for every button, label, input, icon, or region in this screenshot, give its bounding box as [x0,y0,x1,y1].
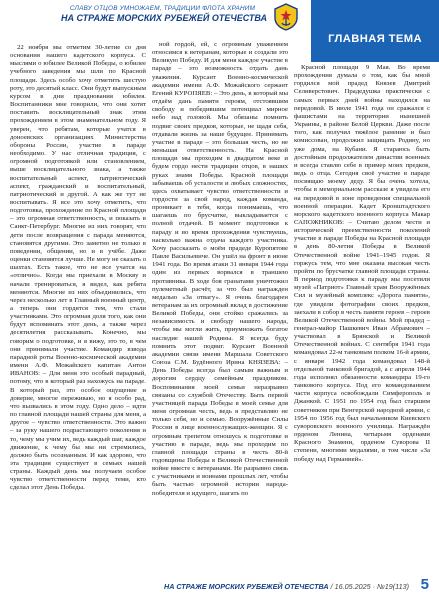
article-column-left [10,44,146,574]
page-number: 5 [420,576,429,593]
footer-date-issue: / 16.05.2025 · №19(113) [330,582,409,591]
page-footer [0,576,439,600]
newspaper-masthead: НА СТРАЖЕ МОРСКИХ РУБЕЖЕЙ ОТЕЧЕСТВА [60,13,268,23]
footer-title [164,582,409,591]
article-text-right: Красной площади 9 Мая. Во время прохождения думала о том, как бы мной гордился мой прадед Князев Дмитрий Селиверстович. Прадедушка практически с самых первых дней войны находился на передовой. В июле 1941 года он сражался с фашистами на территории нынешней Украины, в районе Белой Церкви. Даже после того, как получил тяжёлое ранение и был комиссован, продолжил защищать Родину, но уже дома, на Кубани. Я стараюсь быть достойным продолжателем династии военных и всегда ставлю себе в пример моих предков, ведь о отца. Сегодня своё участие в параде посвящаю моему деду. Я бы очень хотела, чтобы в мемориальном рассказе я увидела его на передовой в зоне проведения специальной военной операции. Кадет Кронштадтского морского кадетского военного корпуса Макар САПОЖНИКОВ: – Считаю делом чести и исторической преемственности поколений участие в параде Победы на Красной площади в день 80-летия Победы в Великой Отечественной войне 1941–1945 годов. Я горжусь тем, что мне оказана высокая честь пройти по брусчатке главной площади страны. В период подготовки к параду мы посетили музей «Патриот» Главный храм Вооружённых Сил и музейный комплекс «Дорога памяти», где увидели фотографии своих предков, заехали в собор в честь памяти героев – героев Великой Отечественной войны. Мой прадед – генерал-майор Пашкевич Иван Абрамович – участвовал в Брянской и Великой Отечественной войнах. С сентября 1941 года командовал 22-м танковым полком 16-й армии, с января 1942 года командовал 148-й отдельной танковой бригадой, а с апреля 1944 года исполнял обязанности командира 19-го танкового корпуса. Под его командованием части корпуса освобождали Симферополь и Джанкой. С 1951 по 1954 год был старшим советником при Венгерской народной армии, с 1954 по 1956 год был начальником Киевского суворовского военного училища. Награждён орденом Ленина, четырьмя орденами Красного Знамени, орденом Суворова II степени, многими медалями, в том числе «За победу над Германией». [294,64,430,463]
footer-paper-name: НА СТРАЖЕ МОРСКИХ РУБЕЖЕЙ ОТЕЧЕСТВА [164,582,329,591]
section-tab [311,0,439,62]
anchor-star-emblem-icon [273,3,299,31]
newspaper-motto: СЛАВУ ОТЦОВ УМНОЖАЕМ, ТРАДИЦИИ ФЛОТА ХРАНИМ [69,5,256,12]
section-title: ГЛАВНАЯ ТЕМА [328,33,422,45]
article-text-middle: ной гордой, ей, с огромным уважением относимся к ветеранам, которые и создали это Великую Победу. И для меня каждое участие в параде – это возможность отдать дань уважения. Курсант Военно-космической академии имени А.Ф. Можайского сержант Егений КУРОПЯЕВ: – Это день, в который мы отдаём дань памяти героям, отстоявшим свободу и победившим потенциал мирное небо над головой. Мы обязаны помнить подвиг своих предков, которые, не щадя себя, отдавали жизнь за наше будущее. Принимать участие в параде – это большая честь, но не меньшая ответственность. На Красной площади мы проходим в двадцатом веке и будем гордо нести традиции отцов, в наших руках знамя Победы. Красной площади забываешь об усталости и любых сложностях, здесь охватывает чувство ответственности и гордости за свой народ, каждая команда, проникает в тебя, когда понимаешь, что шагаешь по брусчатке, выкладывается с полной отдачей. В момент подготовки к параду и во время прохождения чувствуешь, насколько важна отдача каждого участника. Хочу рассказать о моём прадеде Куропятове Павле Васильевиче. Он ушёл на фронт в июне 1941 года. Во время атаки 31 января 1944 года один из первых ворвался в траншею противника. В ходе боя гранатами уничтожил пулеметный расчёт, за что был награжден медалью «За отвагу». Я очень благодарен ветеранам за их огромный вклад в достижение Великой Победы, они стойко сражались за независимость и свободу нашего народа, чтобы мы могли жить, приумножать богатое наследие нашей Родины. Я всегда буду помнить этот подвиг. Курсант Военной академии связи имени Маршала Советского Союза С.М. Будённого Ирина КНЯЗЕВА: – День Победы всегда был самым важным и дорогим сердцу семейным праздником. Воспоминания моей семьи неразрывно связаны со службой Отечеству. Быть первой участницей парада Победы в моей семье для меня огромная честь, ведь я представляю не только себя, но и семью. Вооружённые Силы России в лице военнослужащих-женщин. Я с огромным трепетом отношусь к подготовке и участию в параде, ведь мы проходим по главной площади страны в честь 80-й годовщины Победы в Великой Отечественной войне вместе с ветеранами. Не разрывно связь с участниками и воинами прошлых лет, чтобы быть частью огромной истории народа-победителя и идущего, шагать по [152,41,288,497]
article-column-middle [152,41,288,571]
article-column-right [294,64,430,572]
article-text-left: 22 ноября мы отметим 30-летие со дня основания нашего кадетского корпуса. С мыслями о юбилее Великой Победы, о юбилее учебного заведения мы шли по Красной площади. Здесь особо хочу отметить шестую роту, это десятый класс. Они будут выпускным курсом в дни празднования юбилея. Воспитанники мне говорили, что они хотят поставить восклицательный знак этим прохождением в этом знаменательном году. Я уверен, что ребятам, которые учатся в доноевских организациях Министерства обороны России, участие в параде необходимо. У нас отличная традиция, с огромной подготовкой или становлением, выше восклицательного знака, а также воспитательный аспект, патриотический аспект, гражданский и воспитательный, патриотический и другой. А как же тут не воспитывать. Я все это хочу отметить, что подготовка, прохождение по Красной площади – это огромная ответственность, и показать в Санкт-Петербург. Многие из них говорят, что дети после возвращения с парада меняются, становятся другими. Это заметно не только в поведении, общении, но и в учёбе. Даже оценки становятся лучше. Не могу не сказать о шахтах. Есть такое, что не все учатся на «отлично». Когда мы приехали в Москву и начали тренироваться, я видел, как ребята меняются. Многие из них объединились, что через несколько лет в Главный военный центр, а теперь они гордятся тем, что стали участниками. Это огромная доля того, как они будут вспоминать этот день, а также через десятилетия рассказывать. Конечно, мы говорим о подготовке, и я вижу, это то, в чем они принимали участие. Командир взвода парадной роты Военно-космической академии имени А.Ф. Можайского капитан Антон ИВАНОВ: – Для меня это особый парадный, потому, что в который раз нахожусь на параде. В который раз, это особое ощущение и доверие, многое переживаю, но я особо рад, что вызвались в этом году. Одно дело – идти по главной площади нашей страны для меня, а другое – чувство ответственности. Это важно – за руку нашего подрастающего поколения и то, чему мы учим их, ведь каждый шаг, каждое движение, к чему бы мы ни стремились, должно быть осознанным. И как здорово, что эта традиция существует в семьях нашей страны. Каждый день мы получаем особое чувство ответственности перед теми, кто сделал этот День Победы. [10,44,146,492]
